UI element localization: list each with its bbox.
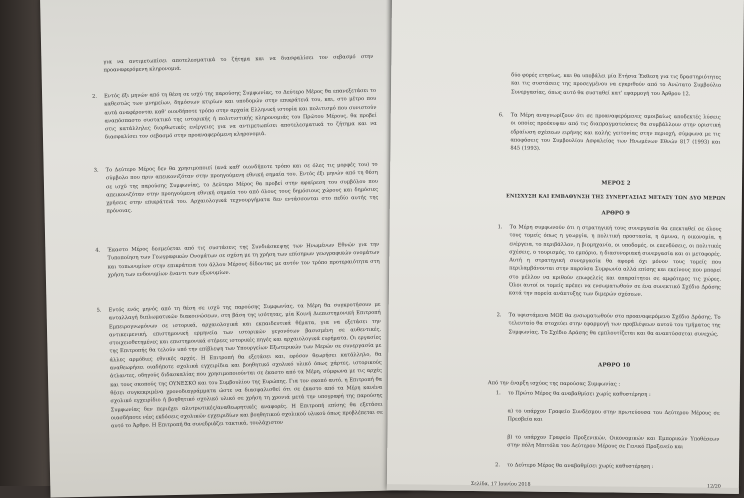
paragraph-number: 2.	[495, 462, 501, 469]
part-heading: ΜΕΡΟΣ 2	[601, 180, 631, 187]
paragraph-5: 5. Εντός ενός μηνός από τη θέση σε ισχύ της παρούσης Συμφωνίας, τα Μέρη θα συγκροτήσουν με ανταλλαγή διπλωματικών διακοινώσεων, στη βάση της ισότητας, μία Κοινή Διεπιστημονική Επιτροπή Εμπειρογνωμόνων σε ιστορικά, αρχαιολογικά και εκπαιδευτικά θέματα, για να εξετάσει την αντικειμενική, επιστημονική ερμηνεία των ιστορικών γεγονότων βασισμένη σε αυθεντικές, στοιχειοθετημένες και επιστημονικά στέρεες ιστορικές πηγές και αρχαιολογικά ευρήματα. Οι εργασίες της Επιτροπής θα τελούν υπό την επίβλεψη των Υπουργείων Εξωτερικών των Μερών σε συνεργασία με άλλες αρμόδιες εθνικές αρχές. Η Επιτροπή θα εξετάσει και, εφόσον θεωρήσει κατάλληλο, θα αναθεωρήσει οιαδήποτε σχολικά εγχειρίδια και βοηθητικό σχολικό υλικό όπως χάρτες, ιστορικούς άτλαντες, οδηγούς διδασκαλίας που χρησιμοποιούνται σε έκαστο από τα Μέρη, σύμφωνα με τις αρχές και τους σκοπούς της ΟΥΝΕΣΚΟ και του Συμβουλίου της Ευρώπης. Για τον σκοπό αυτό, η Επιτροπή θα θέσει συγκεκριμένα χρονοδιαγράμματα ώστε να διασφαλισθεί ότι σε έκαστο από τα Μέρη κανένα σχολικό εγχειρίδιο ή βοηθητικό σχολικό υλικό σε χρήση τη χρονιά μετά την υπογραφή της παρούσης Συμφωνίας δεν περιέχει αλυτρωτικές/αναθεωρητικές αναφορές. Η Επιτροπή επίσης θα εξετάσει οιασδήποτε νέες εκδόσεις σχολικών εγχειριδίων και βοηθητικού σχολικού υλικού όπως προβλέπεται σε αυτό το Άρθρο. Η Επιτροπή θα συνεδριάζει τακτικά, τουλάχιστον	[96, 301, 383, 430]
article-10-heading: ΑΡΘΡΟ 10	[597, 362, 631, 369]
paragraph-2: 2. Εντός έξι μηνών από τη θέση σε ισχύ της παρούσης Συμφωνίας, το Δεύτερο Μέρος θα επανεξετάσει το καθεστώς των μνημείων, δημόσιων κτιρίων και υποδομών στην επικράτειά του, και, στο μέτρο που αυτά αναφέρονται καθ' οιονδήποτε τρόπο στην αρχαία Ελληνική ιστορία και πολιτισμό που συνιστούν αναπόσπαστο συστατικό της ιστορικής ή πολιτιστικής κληρονομιάς του Πρώτου Μέρους, θα προβεί στις κατάλληλες διορθωτικές ενέργειες για να αντιμετωπίσει αποτελεσματικά το ζήτημα και να διασφαλίσει τον σεβασμό στην προαναφερόμενη κληρονομιά.	[92, 87, 377, 141]
article-10-subitem-a: α) το υπάρχον Γραφείο Συνδέσμου στην πρωτεύουσα του Δεύτερου Μέρους σε Πρεσβεία και	[507, 408, 720, 424]
paragraph-3: 3. Το Δεύτερο Μέρος δεν θα χρησιμοποιεί (ανά καθ' οιονδήποτε τρόπο και σε όλες τις μορφές του) το σύμβολο που πριν απεικονιζόταν στην προηγούμενη εθνική σημαία του. Εντός έξι μηνών από τη θέση σε ισχύ της παρούσης Συμφωνίας, το Δεύτερο Μέρος θα προβεί στην αφαίρεση του συμβόλου που απεικονιζόταν στην προηγούμενη εθνική σημαία του από όλους τους δημόσιους χώρους και δημόσιες χρήσεις στην επικράτειά του. Αρχαιολογικά τεχνουργήματα δεν εντάσσονται στο πεδίο αυτής της πρόνοιας.	[93, 161, 379, 215]
part-title: ΕΝΙΣΧΥΣΗ ΚΑΙ ΕΜΒΑΘΥΝΣΗ ΤΗΣ ΣΥΝΕΡΓΑΣΙΑΣ ΜΕΤΑΞΥ ΤΩΝ ΔΥΟ ΜΕΡΩΝ	[506, 193, 726, 202]
left-document-page	[40, 0, 410, 498]
article-9-paragraph-2: 2. Τα υφιστάμενα ΜΟΕ θα ενσωματωθούν στο προαναφερόμενο Σχέδιο Δράσης. Το τελευταίο θα στοχεύει στην εφαρμογή των προβλέψεων αυτού του τμήματος της Συμφωνίας. Το Σχέδιο Δράσης θα εμπλουτίζεται και θα αναπτύσσεται συνεχώς.	[496, 312, 721, 338]
article-9-heading: ΑΡΘΡΟ 9	[601, 210, 630, 217]
paragraph-number: 3.	[93, 167, 99, 174]
article-10-intro: Από την έναρξη ισχύος της παρούσας Συμφωνίας :	[487, 380, 621, 388]
paragraph-number: 2.	[496, 312, 502, 319]
page-number: 12/20	[707, 484, 721, 490]
paragraph-number: 4.	[95, 247, 101, 254]
paragraph-6: 6. Τα Μέρη αναγνωρίζουν ότι σε προαναφερόμενες αμοιβαίως αποδεκτές λύσεις οι οποίες προέκυψαν από τις διαπραγματεύσεις θα συμβάλλουν στην οριστική εδραίωση σχέσεων ειρήνης και καλής γειτονίας στην περιοχή, σύμφωνα με τις αποφάσεις του Συμβουλίου Ασφαλείας των Ηνωμένων Εθνών 817 (1993) και 845 (1993).	[498, 112, 721, 152]
paragraph-number: 1.	[497, 224, 503, 231]
paragraph-number: 2.	[92, 93, 98, 100]
paragraph-continuation: για να αντιμετωπίσει αποτελεσματικά το ζήτημα και να διασφαλίσει τον σεβασμό στην προαναφερόμενη κληρονομιά.	[103, 53, 374, 74]
article-10-paragraph-2: 2. το Δεύτερο Μέρος θα αναβαθμίσει χωρίς καθυστέρηση :	[495, 462, 654, 470]
right-document-page	[387, 0, 744, 494]
article-10-paragraph-1: 1. το Πρώτο Μέρος θα αναβαθμίσει χωρίς καθυστέρηση :	[495, 390, 651, 398]
page-footer-strip	[387, 484, 739, 494]
paragraph-continuation: δύο φορές ετησίως, και θα υποβάλει μία Ετήσια Έκθεση για τις δραστηριότητες και τις συστάσεις της προσεγμένου να εγκριθούν από το Ανώτατο Συμβούλιο Συνεργασίας, όπως αυτό θα συσταθεί κατ' εφαρμογή του Άρθρου 12.	[510, 72, 722, 97]
paragraph-number: 5.	[96, 307, 102, 314]
paragraph-number: 6.	[498, 112, 504, 119]
page-footer-text: Σελίδα, 17 Ιουνίου 2018	[470, 482, 531, 488]
paragraph-number: 1.	[495, 390, 501, 397]
article-10-subitem-b: β) το υπάρχον Γραφείο Προξενικών, Οικονομικών και Εμπορικών Υποθέσεων στην πόλη Μπιτόλα του Δεύτερου Μέρους σε Γενικό Προξενείο και	[507, 434, 720, 451]
paragraph-4: 4. Έκαστο Μέρος δεσμεύεται από τις συστάσεις της Συνδιάσκεψης των Ηνωμένων Εθνών για την Τυποποίηση των Γεωγραφικών Ονομάτων σε σχέση με τη χρήση των επίσημων γεωγραφικών ονομάτων και τοπωνυμίων στην επικράτεια του άλλου Μέρους δίδοντας με αυτόν τον τρόπο προτεραιότητα στη χρήση των ενδονυμίων έναντι των εξωνυμίων.	[95, 241, 380, 279]
article-9-paragraph-1: 1. Τα Μέρη συμφωνούν ότι η στρατηγική τους συνεργασία θα επεκταθεί σε όλους τους τομείς όπως η γεωργία, η πολιτική προστασία, η άμυνα, η οικονομία, η ενέργεια, το περιβάλλον, η βιομηχανία, οι υποδομές, οι επενδύσεις, οι πολιτικές σχέσεις, ο τουρισμός, το εμπόριο, η διασυνοριακή συνεργασία και οι μεταφορές. Αυτή η στρατηγική συνεργασία θα αφορά όχι μόνον τους τομείς που περιλαμβάνονται στην παρούσα Συμφωνία αλλά επίσης και εκείνους που μπορεί στο μέλλον να κριθούν επωφελείς και απαραίτητοι σε αμφότερες τις χώρες. Όλοι αυτοί οι τομείς πρέπει να ενσωματωθούν σε ένα συνεκτικό Σχέδιο Δράσης κατά την πορεία ανάπτυξης των διμερών σχέσεων.	[497, 224, 722, 299]
